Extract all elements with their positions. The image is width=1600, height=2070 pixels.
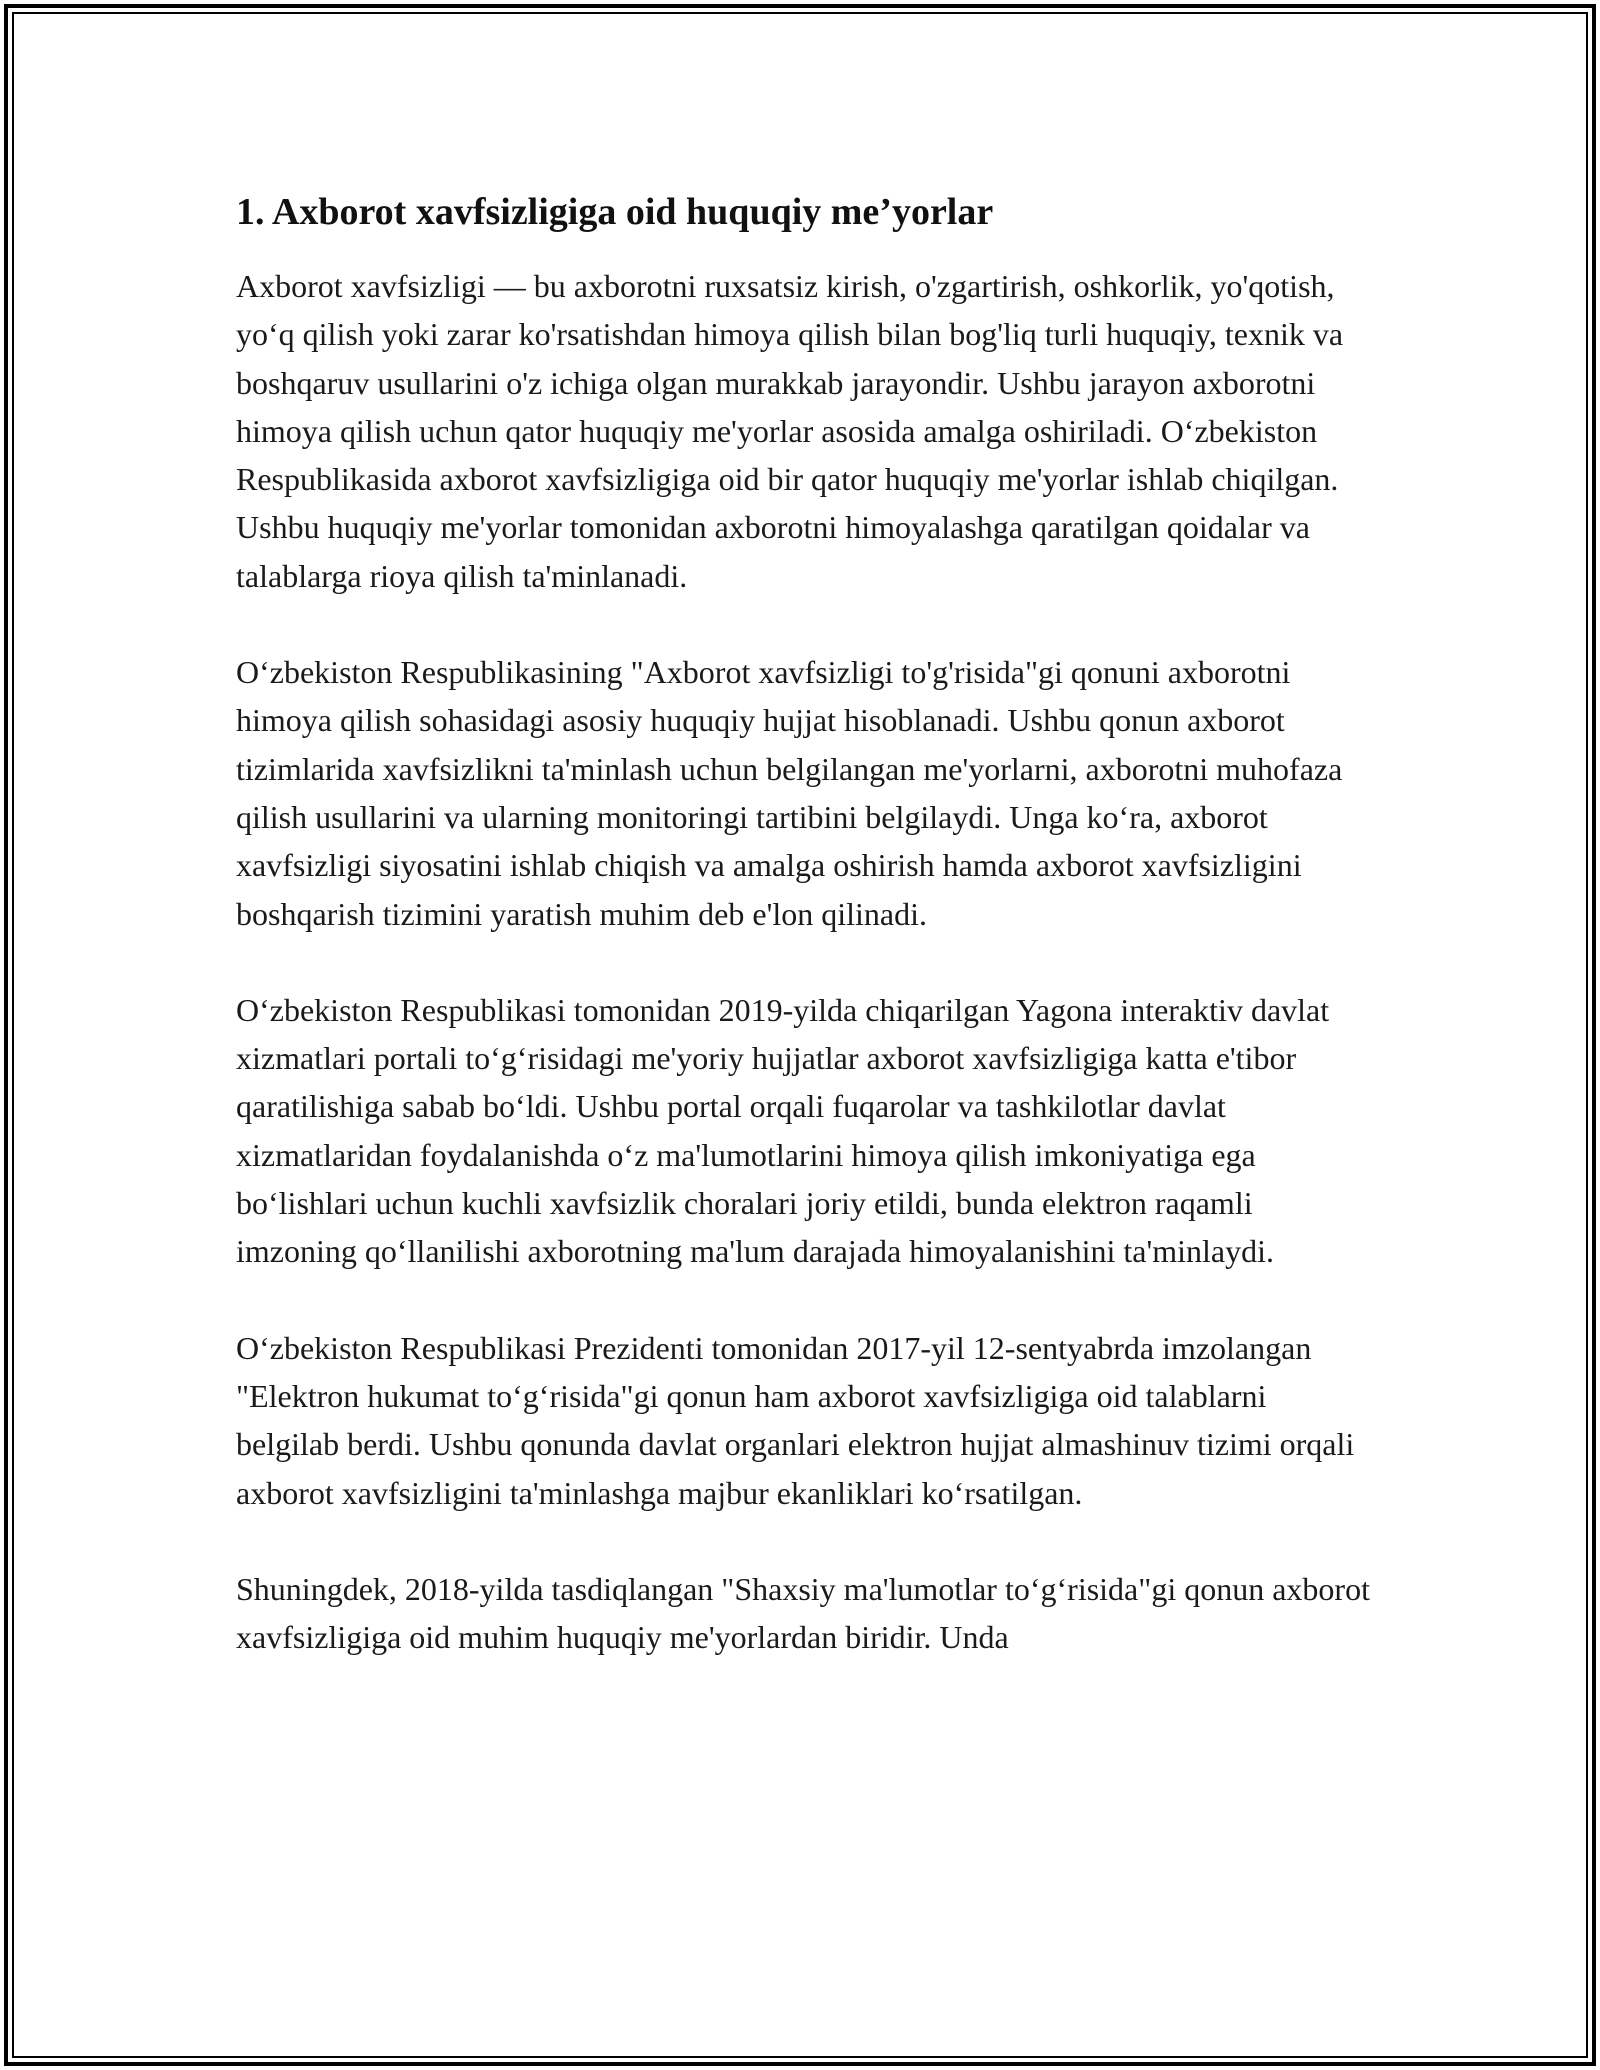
paragraph-5: Shuningdek, 2018-yilda tasdiqlangan "Shaxsiy ma'lumotlar to‘g‘risida"gi qonun axborot xavfsizligiga oid muhim huquqiy me'yorlardan biridir. Unda — [236, 1570, 1370, 1656]
paragraph-4: O‘zbekiston Respublikasi Prezidenti tomonidan 2017-yil 12-sentyabrda imzolangan "Elektron hukumat to‘g‘risida"gi qonun ham axborot xavfsizligiga oid talablarni belgilab berdi. Ushbu qonunda davlat organlari elektron hujjat almashinuv tizimi orqali axborot xavfsizligini ta'minlashga majbur ekanliklari ko‘rsatilgan. — [236, 1329, 1355, 1511]
section-heading: 1. Axborot xavfsizligiga oid huquqiy me’yorlar — [236, 191, 994, 233]
paragraph-2: O‘zbekiston Respublikasining "Axborot xavfsizligi to'g'risida"gi qonuni axborotni himoya qilish sohasidagi asosiy huquqiy hujjat hisoblanadi. Ushbu qonun axborot tizimlarida xavfsizlikni ta'minlash uchun belgilangan me'yorlarni, axborotni muhofaza qilish usullarini va ularning monitoringi tartibini belgilaydi. Unga ko‘ra, axborot xavfsizligi siyosatini ishlab chiqish va amalga oshirish hamda axborot xavfsizligini boshqarish tizimini yaratish muhim deb e'lon qilinadi. — [236, 654, 1343, 932]
paragraph-1: Axborot xavfsizligi — bu axborotni ruxsatsiz kirish, o'zgartirish, oshkorlik, yo'qotish, yo‘q qilish yoki zarar ko'rsatishdan himoya qilish bilan bog'liq turli huquqiy, texnik va boshqaruv usullarini o'z ichiga olgan murakkab jarayondir. Ushbu jarayon axborotni himoya qilish uchun qator huquqiy me'yorlar asosida amalga oshiriladi. O‘zbekiston Respublikasida axborot xavfsizligiga oid bir qator huquqiy me'yorlar ishlab chiqilgan. Ushbu huquqiy me'yorlar tomonidan axborotni himoyalashga qaratilgan qoidalar va talablarga rioya qilish ta'minlanadi. — [236, 268, 1344, 594]
document-body — [236, 186, 1376, 1661]
paragraph-3: O‘zbekiston Respublikasi tomonidan 2019-yilda chiqarilgan Yagona interaktiv davlat xizmatlari portali to‘g‘risidagi me'yoriy hujjatlar axborot xavfsizligiga katta e'tibor qaratilishiga sabab bo‘ldi. Ushbu portal orqali fuqarolar va tashkilotlar davlat xizmatlaridan foydalanishda o‘z ma'lumotlarini himoya qilish imkoniyatiga ega bo‘lishlari uchun kuchli xavfsizlik choralari joriy etildi, bunda elektron raqamli imzoning qo‘llanilishi axborotning ma'lum darajada himoyalanishini ta'minlaydi. — [236, 991, 1330, 1270]
